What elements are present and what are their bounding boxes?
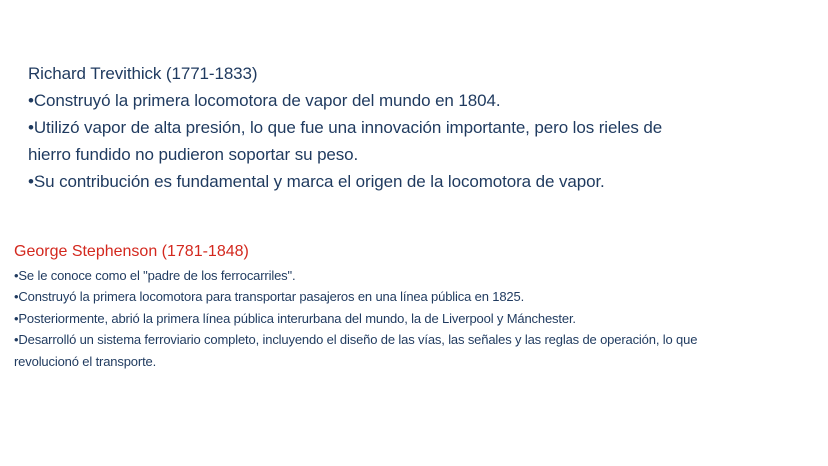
trevithick-bullet-continuation-line: hierro fundido no pudieron soportar su peso. xyxy=(28,145,359,164)
stephenson-bullet-continuation-line: revolucionó el transporte. xyxy=(14,353,157,369)
trevithick-heading: Richard Trevithick (1771-1833) xyxy=(28,64,258,83)
trevithick-bullet-line: •Su contribución es fundamental y marca el origen de la locomotora de vapor. xyxy=(28,172,605,191)
stephenson-bullet-line: •Desarrolló un sistema ferroviario completo, incluyendo el diseño de las vías, las señales y las reglas de operación, lo que xyxy=(14,332,698,348)
trevithick-bullet-line: •Construyó la primera locomotora de vapor del mundo en 1804. xyxy=(28,91,501,110)
stephenson-section xyxy=(14,242,820,372)
stephenson-bullet-line: •Posteriormente, abrió la primera línea pública interurbana del mundo, la de Liverpool y Mánchester. xyxy=(14,310,576,326)
stephenson-bullet-line: •Se le conoce como el "padre de los ferrocarriles". xyxy=(14,268,296,283)
stephenson-heading: George Stephenson (1781-1848) xyxy=(14,243,249,260)
stephenson-bullet-line: •Construyó la primera locomotora para transportar pasajeros en una línea pública en 1825. xyxy=(14,289,525,305)
trevithick-section xyxy=(28,60,798,195)
trevithick-bullet-line: •Utilizó vapor de alta presión, lo que fue una innovación importante, pero los rieles de xyxy=(28,118,663,137)
